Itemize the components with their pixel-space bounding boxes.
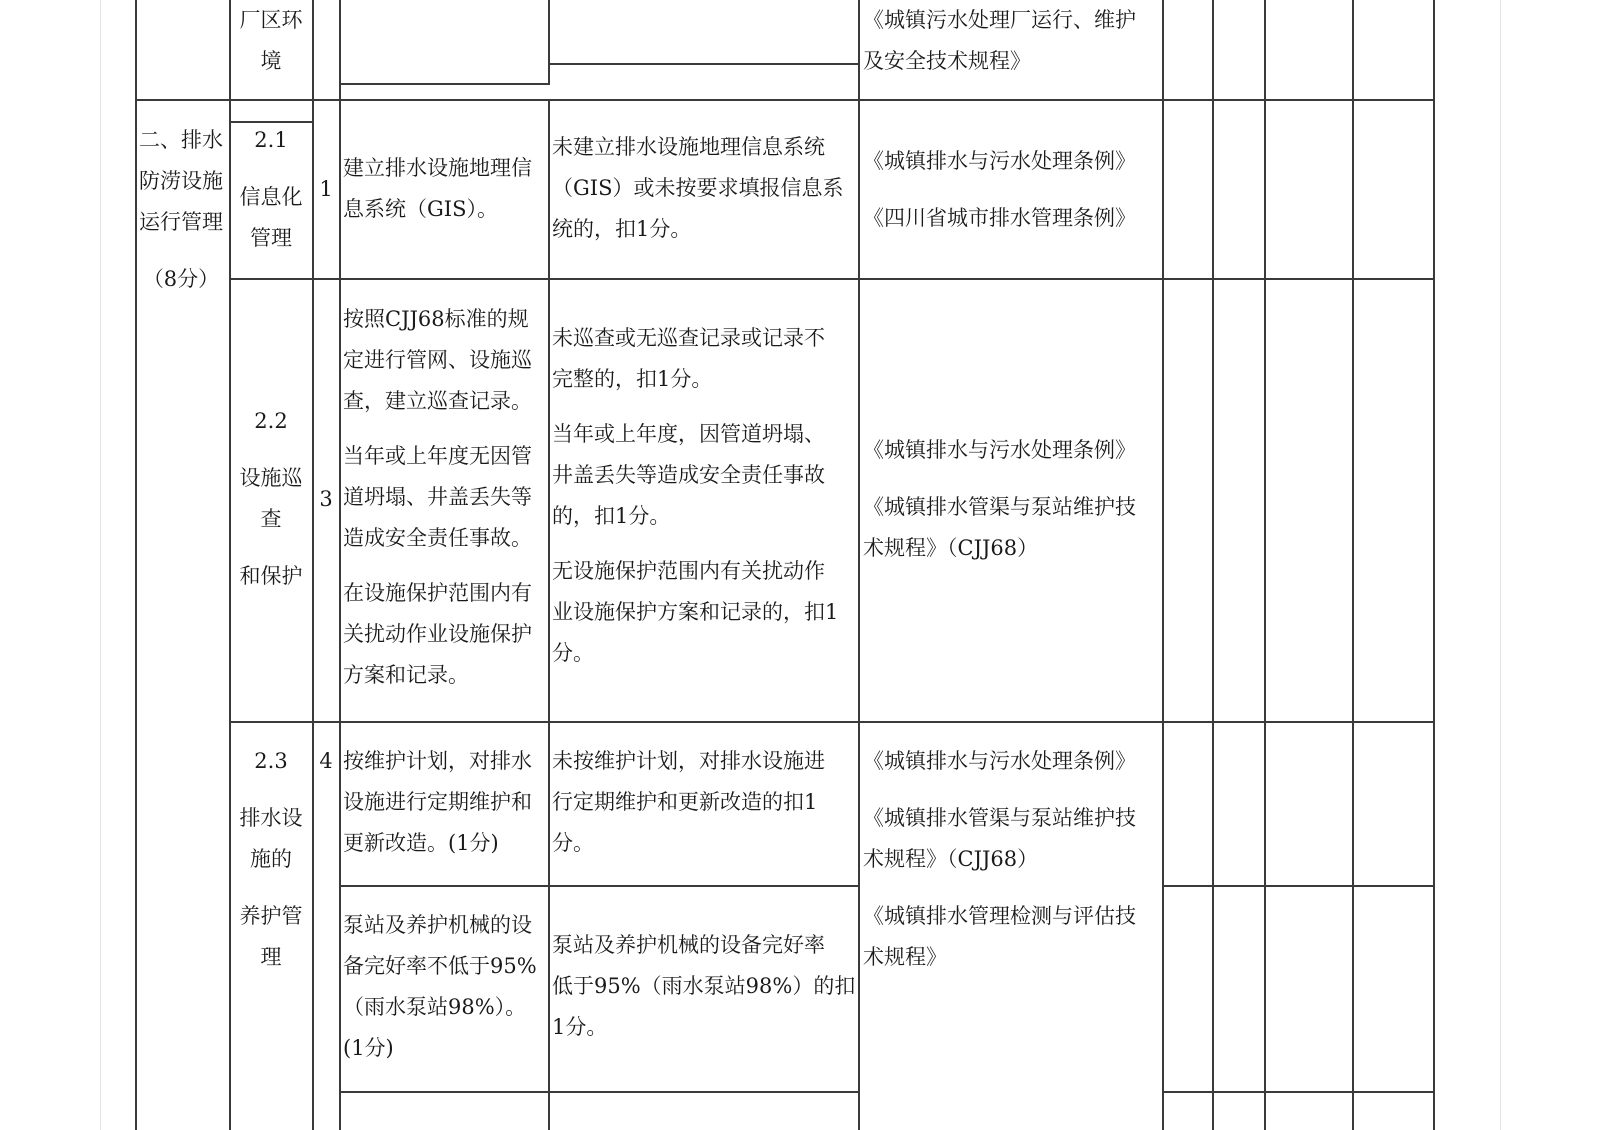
r23-item-no: 2.3: [254, 749, 288, 773]
section-score: （8分）: [142, 267, 220, 291]
col-line-6: [858, 0, 860, 1130]
row-line-top-inner-a: [339, 83, 550, 85]
col-line-4: [339, 0, 341, 1130]
r22-item: 2.2 设施巡 查 和保护: [231, 401, 311, 597]
r22-item-no: 2.2: [254, 409, 288, 433]
row-line-23: [229, 721, 1435, 723]
row-line-24: [339, 1091, 860, 1093]
r21-points: 1: [319, 177, 333, 201]
r21-requirement: 建立排水设施地理信 息系统（GIS）。: [343, 156, 532, 221]
r22-basis: 《城镇排水与污水处理条例》 《城镇排水管渠与泵站维护技 术规程》（CJJ68）: [863, 438, 1136, 560]
r23-points: 4: [319, 749, 333, 773]
r23-item: 2.3 排水设 施的 养护管 理: [231, 741, 311, 978]
r23-sub1-deduction: 未按维护计划，对排水设施进 行定期维护和更新改造的扣1 分。: [552, 749, 825, 855]
r21-basis: 《城镇排水与污水处理条例》 《四川省城市排水管理条例》: [863, 149, 1136, 230]
col-line-5b: [548, 100, 550, 1130]
row-line-24-b: [1162, 1091, 1435, 1093]
r0-item-name: 厂区环 境: [239, 8, 303, 73]
col-line-10: [1352, 0, 1354, 1130]
col-line-5: [548, 0, 550, 84]
col-line-9: [1264, 0, 1266, 1130]
r21-item-no: 2.1: [254, 128, 288, 152]
page-edge-left: [100, 0, 101, 1130]
row-line-22: [229, 278, 1435, 280]
r23-sub1-requirement: 按维护计划，对排水 设施进行定期维护和 更新改造。(1分): [343, 749, 532, 855]
r22-points: 3: [319, 487, 333, 511]
r23-sub2-deduction: 泵站及养护机械的设备完好率 低于95%（雨水泵站98%）的扣 1分。: [552, 933, 856, 1039]
col-line-7: [1162, 0, 1164, 1130]
r23-sub2-requirement: 泵站及养护机械的设 备完好率不低于95% （雨水泵站98%）。 (1分): [343, 913, 537, 1060]
row-line-top-inner-b: [548, 63, 860, 65]
r23-basis: 《城镇排水与污水处理条例》 《城镇排水管渠与泵站维护技 术规程》（CJJ68） 《城镇排水管理检测与评估技 术规程》: [863, 749, 1136, 969]
row-line-23-sub-a: [339, 885, 860, 887]
r22-requirement: 按照CJJ68标准的规 定进行管网、设施巡 查，建立巡查记录。 当年或上年度无因管 道坍塌、井盖丢失等 造成安全责任事故。 在设施保护范围内有 关扰动作业设施保护 方案和记录。: [343, 307, 532, 687]
col-line-1: [135, 0, 137, 1130]
r21-item: 2.1 信息化 管理: [231, 120, 311, 259]
r21-deduction: 未建立排水设施地理信息系统 （GIS）或未按要求填报信息系 统的，扣1分。: [552, 135, 844, 241]
row-line-23-sub-b: [1162, 885, 1435, 887]
row-line-section: [135, 99, 1435, 101]
page-edge-right: [1500, 0, 1501, 1130]
r0-basis: 《城镇污水处理厂运行、维护 及安全技术规程》: [863, 8, 1136, 73]
section-title: 二、排水 防涝设施 运行管理 （8分）: [139, 120, 231, 300]
col-line-8: [1212, 0, 1214, 1130]
r22-deduction: 未巡查或无巡查记录或记录不 完整的，扣1分。 当年或上年度，因管道坍塌、 井盖丢失等造成安全责任事故 的，扣1分。 无设施保护范围内有关扰动作 业设施保护方案和记录的，扣1 分。: [552, 326, 839, 665]
col-line-11: [1433, 0, 1435, 1130]
